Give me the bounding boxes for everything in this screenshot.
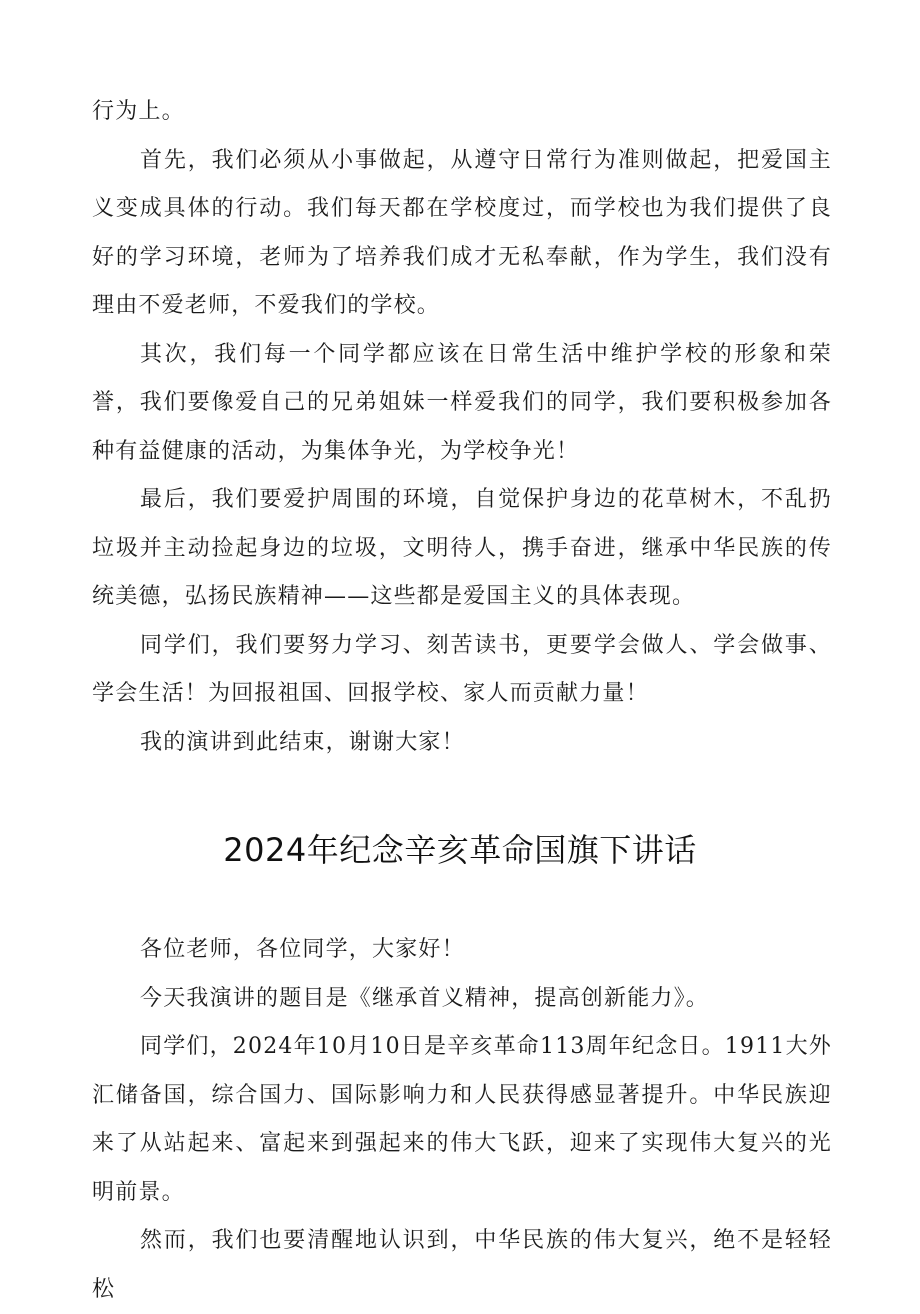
speech-conclusion-section <box>92 88 832 767</box>
paragraph-greeting: 各位老师，各位同学，大家好！ <box>140 937 465 962</box>
paragraph-closing: 我的演讲到此结束，谢谢大家！ <box>140 729 465 755</box>
paragraph-anniversary: 同学们，2024年10月10日是辛亥革命113周年纪念日。1911大外汇储备国，综合国力、国际影响力和人民获得感显著提升。中华民族迎来了从站起来、富起来到强起来的伟大飞跃，迎来了实现伟大复兴的光明前景。 <box>92 1034 832 1205</box>
speech-section <box>92 926 832 1314</box>
paragraph-second-point: 其次，我们每一个同学都应该在日常生活中维护学校的形象和荣誉，我们要像爱自己的兄弟姐妹一样爱我们的同学，我们要积极参加各种有益健康的活动，为集体争光，为学校争光！ <box>92 341 832 464</box>
paragraph-reflection: 然而，我们也要清醒地认识到，中华民族的伟大复兴，绝不是轻轻松 <box>92 1228 832 1302</box>
paragraph-topic: 今天我演讲的题目是《继承首义精神，提高创新能力》。 <box>140 985 710 1011</box>
paragraph-call-to-action: 同学们，我们要努力学习、刻苦读书，更要学会做人、学会做事、学会生活！为回报祖国、回报学校、家人而贡献力量！ <box>92 632 832 706</box>
paragraph-continuation: 行为上。 <box>92 99 185 124</box>
paragraph-third-point: 最后，我们要爱护周围的环境，自觉保护身边的花草树木，不乱扔垃圾并主动捡起身边的垃圾，文明待人，携手奋进，继承中华民族的传统美德，弘扬民族精神——这些都是爱国主义的具体表现。 <box>92 487 832 609</box>
paragraph-first-point: 首先，我们必须从小事做起，从遵守日常行为准则做起，把爱国主义变成具体的行动。我们每天都在学校度过，而学校也为我们提供了良好的学习环境，老师为了培养我们成才无私奉献，作为学生，我们没有理由不爱老师，不爱我们的学校。 <box>92 147 832 318</box>
section-title: 2024年纪念辛亥革命国旗下讲话 <box>223 831 697 869</box>
